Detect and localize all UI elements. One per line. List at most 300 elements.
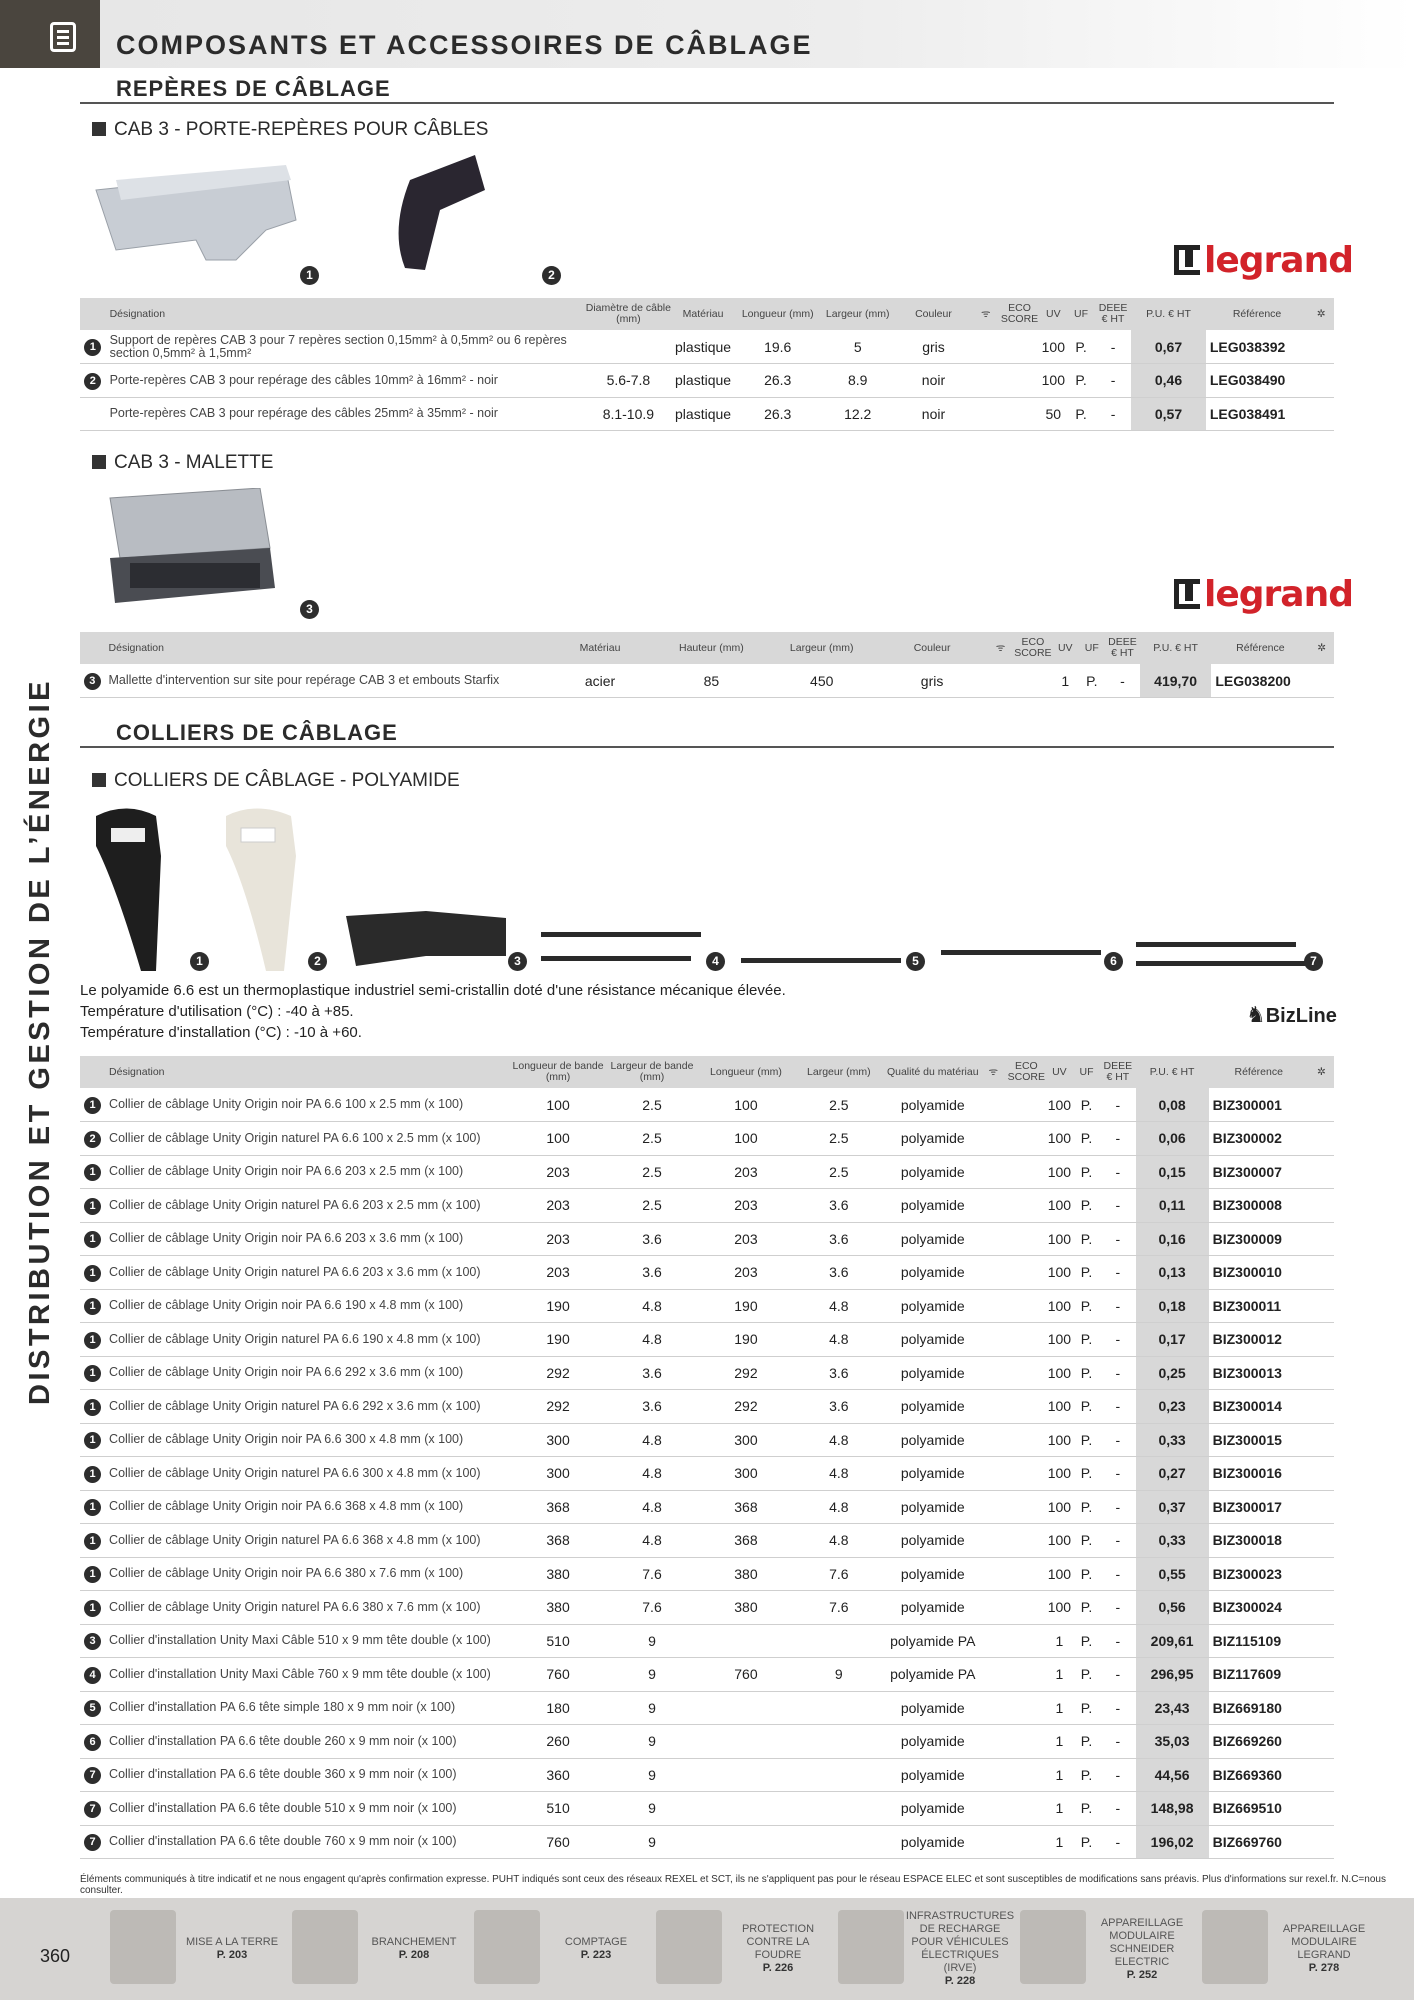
footer-thumbnail — [1020, 1910, 1086, 1984]
callout-7: 7 — [1304, 952, 1323, 971]
material: acier — [544, 664, 656, 698]
table-row — [80, 1289, 1334, 1323]
uf: P. — [1073, 1490, 1100, 1524]
reference: BIZ300002 — [1209, 1122, 1309, 1156]
footer-thumbnail — [110, 1910, 176, 1984]
band-length: 100 — [512, 1122, 604, 1156]
designation: Mallette d'intervention sur site pour repérage CAB 3 et embouts Starfix — [105, 664, 544, 698]
callout-number: 1 — [84, 1298, 101, 1315]
deee: - — [1100, 1122, 1135, 1156]
eco-score — [1007, 1557, 1046, 1591]
callout-cell — [80, 1289, 105, 1323]
color: noir — [895, 364, 972, 398]
length: 203 — [700, 1189, 792, 1223]
section-divider — [80, 746, 1334, 748]
width: 7.6 — [792, 1557, 886, 1591]
footer-thumbnail — [656, 1910, 722, 1984]
table-row — [80, 1792, 1334, 1826]
settings-icon: ✲ — [1309, 632, 1334, 664]
eco-score — [1007, 1155, 1046, 1189]
reference: BIZ300009 — [1209, 1222, 1309, 1256]
callout-cell — [80, 1792, 105, 1826]
designation: Collier de câblage Unity Origin naturel PA 6.6 203 x 2.5 mm (x 100) — [105, 1189, 512, 1223]
deee: - — [1100, 1390, 1135, 1424]
designation: Collier d'installation PA 6.6 tête double 510 x 9 mm noir (x 100) — [105, 1792, 512, 1826]
designation: Collier de câblage Unity Origin noir PA 6.6 100 x 2.5 mm (x 100) — [105, 1088, 512, 1122]
wifi-cell — [980, 1624, 1007, 1658]
settings-cell — [1309, 1691, 1334, 1725]
material-quality: polyamide — [886, 1323, 980, 1357]
band-length: 100 — [512, 1088, 604, 1122]
material-quality: polyamide — [886, 1289, 980, 1323]
unit-price: 0,25 — [1136, 1356, 1209, 1390]
band-width: 9 — [604, 1725, 700, 1759]
table-row — [80, 1155, 1334, 1189]
band-length: 760 — [512, 1658, 604, 1692]
color: gris — [877, 664, 987, 698]
deee: - — [1100, 1356, 1135, 1390]
material-quality: polyamide — [886, 1457, 980, 1491]
settings-cell — [1309, 1758, 1334, 1792]
length: 19.6 — [735, 330, 820, 364]
eco-score — [1007, 1122, 1046, 1156]
colliers-images — [86, 806, 1336, 976]
callout-number: 2 — [84, 373, 101, 390]
unit-price: 0,27 — [1136, 1457, 1209, 1491]
settings-cell — [1308, 330, 1334, 364]
section-title-reperes: REPÈRES DE CÂBLAGE — [116, 76, 391, 101]
footer-thumbnail — [1202, 1910, 1268, 1984]
unit-price: 0,08 — [1136, 1088, 1209, 1122]
width: 3.6 — [792, 1390, 886, 1424]
width: 7.6 — [792, 1591, 886, 1625]
length — [700, 1758, 792, 1792]
material-quality: polyamide — [886, 1691, 980, 1725]
designation: Collier de câblage Unity Origin noir PA 6.6 380 x 7.6 mm (x 100) — [105, 1557, 512, 1591]
uv: 100 — [1046, 1323, 1073, 1357]
cable-diameter — [586, 330, 671, 364]
callout-cell — [80, 1524, 105, 1558]
callout-number: 7 — [84, 1834, 101, 1851]
footer-thumbnail — [838, 1910, 904, 1984]
length: 100 — [700, 1122, 792, 1156]
material-quality: polyamide — [886, 1189, 980, 1223]
wifi-cell — [980, 1591, 1007, 1625]
callout-number: 1 — [84, 1231, 101, 1248]
callout-number: 3 — [84, 1633, 101, 1650]
band-length: 300 — [512, 1423, 604, 1457]
callout-number: 7 — [84, 1767, 101, 1784]
deee: - — [1100, 1289, 1135, 1323]
settings-cell — [1309, 664, 1334, 698]
designation: Porte-repères CAB 3 pour repérage des câbles 25mm² à 35mm² - noir — [106, 397, 586, 431]
band-width: 9 — [604, 1825, 700, 1859]
wifi-cell — [980, 1323, 1007, 1357]
uf: P. — [1073, 1557, 1100, 1591]
table-row — [80, 1691, 1334, 1725]
section-divider — [80, 102, 1334, 104]
band-length: 368 — [512, 1524, 604, 1558]
deee: - — [1105, 664, 1140, 698]
uf: P. — [1073, 1323, 1100, 1357]
eco-score — [1014, 664, 1052, 698]
footer-link[interactable] — [292, 1902, 468, 1996]
footer-link-page: P. 278 — [1308, 1962, 1340, 1974]
material-quality: polyamide — [886, 1524, 980, 1558]
band-length: 510 — [512, 1792, 604, 1826]
footnote: Éléments communiqués à titre indicatif et ne nous engagent qu'après confirmation expresse. PUHT indiqués sont ceux des réseaux REXEL et SCT, ils ne s'appliquent pas pour le réseau ESPACE ELEC et sont susceptibles de modifications sans préavis. Plus d'informations sur rexel.fr. N.C=nous consulter. — [80, 1874, 1386, 1896]
settings-icon: ✲ — [1309, 1056, 1334, 1088]
deee: - — [1100, 1524, 1135, 1558]
unit-price: 35,03 — [1136, 1725, 1209, 1759]
designation: Collier d'installation PA 6.6 tête double 260 x 9 mm noir (x 100) — [105, 1725, 512, 1759]
callout-number: 1 — [84, 1198, 101, 1215]
width: 5 — [820, 330, 895, 364]
cable-diameter: 8.1-10.9 — [586, 397, 671, 431]
eco-score — [1007, 1457, 1046, 1491]
unit-price: 0,67 — [1131, 330, 1206, 364]
callout-number: 7 — [84, 1801, 101, 1818]
callout-cell — [80, 1691, 105, 1725]
callout-number: 1 — [84, 339, 101, 356]
material-quality: polyamide — [886, 1222, 980, 1256]
callout-number: 1 — [84, 1365, 101, 1382]
width — [792, 1758, 886, 1792]
length: 300 — [700, 1423, 792, 1457]
uf: P. — [1073, 1222, 1100, 1256]
material-quality: polyamide — [886, 1390, 980, 1424]
settings-cell — [1309, 1825, 1334, 1859]
deee: - — [1100, 1758, 1135, 1792]
uf: P. — [1073, 1189, 1100, 1223]
callout-cell — [80, 1457, 105, 1491]
uf: P. — [1067, 330, 1095, 364]
deee: - — [1100, 1691, 1135, 1725]
width: 2.5 — [792, 1088, 886, 1122]
callout-number: 1 — [84, 1097, 101, 1114]
deee: - — [1095, 364, 1131, 398]
footer-thumbnail — [474, 1910, 540, 1984]
reference: BIZ300001 — [1209, 1088, 1309, 1122]
table-row — [80, 1222, 1334, 1256]
eco-score — [1007, 1691, 1046, 1725]
length: 190 — [700, 1289, 792, 1323]
material-quality: polyamide — [886, 1591, 980, 1625]
footer-link[interactable] — [656, 1902, 832, 1996]
length: 368 — [700, 1490, 792, 1524]
deee: - — [1100, 1792, 1135, 1826]
uv: 100 — [1046, 1390, 1073, 1424]
callout-cell — [80, 1390, 105, 1424]
subsection-title-malette: CAB 3 - MALETTE — [92, 452, 273, 474]
table-row — [80, 1758, 1334, 1792]
band-length: 260 — [512, 1725, 604, 1759]
reference: BIZ300007 — [1209, 1155, 1309, 1189]
footer-link[interactable] — [1202, 1902, 1378, 1996]
page-number: 360 — [40, 1946, 71, 1966]
deee: - — [1100, 1725, 1135, 1759]
callout-cell — [80, 1658, 105, 1692]
uf: P. — [1067, 397, 1095, 431]
uv: 1 — [1046, 1758, 1073, 1792]
band-width: 9 — [604, 1691, 700, 1725]
length: 203 — [700, 1155, 792, 1189]
designation: Collier de câblage Unity Origin naturel PA 6.6 190 x 4.8 mm (x 100) — [105, 1323, 512, 1357]
width: 4.8 — [792, 1490, 886, 1524]
settings-cell — [1309, 1792, 1334, 1826]
uf: P. — [1073, 1825, 1100, 1859]
eco-score — [1007, 1222, 1046, 1256]
band-width: 7.6 — [604, 1557, 700, 1591]
uv: 100 — [1046, 1591, 1073, 1625]
callout-3: 3 — [300, 600, 319, 619]
wifi-cell — [980, 1356, 1007, 1390]
wifi-cell — [980, 1390, 1007, 1424]
eco-score — [1007, 1758, 1046, 1792]
unit-price: 209,61 — [1136, 1624, 1209, 1658]
deee: - — [1100, 1658, 1135, 1692]
unit-price: 0,13 — [1136, 1256, 1209, 1290]
footer-link-label — [1090, 1902, 1194, 1996]
uv: 100 — [1039, 364, 1067, 398]
callout-6: 6 — [1104, 952, 1123, 971]
settings-cell — [1309, 1490, 1334, 1524]
designation: Collier de câblage Unity Origin naturel PA 6.6 300 x 4.8 mm (x 100) — [105, 1457, 512, 1491]
cable-diameter: 5.6-7.8 — [586, 364, 671, 398]
length — [700, 1792, 792, 1826]
reference: BIZ300012 — [1209, 1323, 1309, 1357]
band-length: 368 — [512, 1490, 604, 1524]
length: 760 — [700, 1658, 792, 1692]
legrand-logo-2: legrand — [1174, 574, 1353, 615]
uf: P. — [1073, 1691, 1100, 1725]
material-quality: polyamide — [886, 1557, 980, 1591]
band-length: 380 — [512, 1557, 604, 1591]
settings-cell — [1309, 1725, 1334, 1759]
designation: Collier d'installation Unity Maxi Câble 510 x 9 mm tête double (x 100) — [105, 1624, 512, 1658]
settings-icon: ✲ — [1308, 298, 1334, 330]
callout-cell — [80, 1423, 105, 1457]
band-length: 190 — [512, 1289, 604, 1323]
reference: BIZ300011 — [1209, 1289, 1309, 1323]
band-length: 292 — [512, 1356, 604, 1390]
table-row — [80, 1624, 1334, 1658]
width: 2.5 — [792, 1122, 886, 1156]
length — [700, 1691, 792, 1725]
callout-number: 6 — [84, 1734, 101, 1751]
band-width: 7.6 — [604, 1591, 700, 1625]
band-width: 3.6 — [604, 1356, 700, 1390]
designation: Collier de câblage Unity Origin naturel PA 6.6 368 x 4.8 mm (x 100) — [105, 1524, 512, 1558]
subsection-title-cab3: CAB 3 - PORTE-REPÈRES POUR CÂBLES — [92, 119, 488, 141]
eco-score — [1000, 397, 1040, 431]
uf: P. — [1073, 1524, 1100, 1558]
reference: LEG038392 — [1206, 330, 1308, 364]
unit-price: 196,02 — [1136, 1825, 1209, 1859]
reference: LEG038490 — [1206, 364, 1308, 398]
uv: 100 — [1046, 1155, 1073, 1189]
footer-link-label — [726, 1902, 830, 1996]
designation: Collier d'installation PA 6.6 tête simple 180 x 9 mm noir (x 100) — [105, 1691, 512, 1725]
settings-cell — [1309, 1423, 1334, 1457]
settings-cell — [1309, 1289, 1334, 1323]
footer-link[interactable] — [474, 1902, 650, 1996]
deee: - — [1100, 1423, 1135, 1457]
eco-score — [1007, 1591, 1046, 1625]
material-quality: polyamide — [886, 1088, 980, 1122]
footer-thumbnail — [292, 1910, 358, 1984]
band-width: 2.5 — [604, 1122, 700, 1156]
vertical-section-label: DISTRIBUTION ET GESTION DE L’ÉNERGIE — [24, 678, 56, 1405]
footer-link-page: P. 208 — [398, 1949, 430, 1961]
deee: - — [1100, 1088, 1135, 1122]
uv: 100 — [1046, 1122, 1073, 1156]
settings-cell — [1309, 1557, 1334, 1591]
width: 3.6 — [792, 1256, 886, 1290]
reference: BIZ117609 — [1209, 1658, 1309, 1692]
band-width: 3.6 — [604, 1222, 700, 1256]
table-row — [80, 1658, 1334, 1692]
callout-3: 3 — [508, 952, 527, 971]
width: 3.6 — [792, 1356, 886, 1390]
width: 12.2 — [820, 397, 895, 431]
deee: - — [1095, 397, 1131, 431]
subsection-title-polyamide: COLLIERS DE CÂBLAGE - POLYAMIDE — [92, 770, 460, 792]
band-length: 360 — [512, 1758, 604, 1792]
length: 190 — [700, 1323, 792, 1357]
callout-number: 1 — [84, 1600, 101, 1617]
reference: BIZ300013 — [1209, 1356, 1309, 1390]
band-length: 180 — [512, 1691, 604, 1725]
footer-link-label — [180, 1902, 284, 1996]
deee: - — [1100, 1457, 1135, 1491]
eco-score — [1000, 364, 1040, 398]
reference: BIZ300016 — [1209, 1457, 1309, 1491]
callout-number: 2 — [84, 1131, 101, 1148]
callout-number: 4 — [84, 1667, 101, 1684]
callout-cell — [80, 1155, 105, 1189]
callout-number: 1 — [84, 1399, 101, 1416]
unit-price: 0,57 — [1131, 397, 1206, 431]
length: 203 — [700, 1256, 792, 1290]
reference: BIZ300018 — [1209, 1524, 1309, 1558]
designation: Collier de câblage Unity Origin naturel PA 6.6 292 x 3.6 mm (x 100) — [105, 1390, 512, 1424]
table-cab3: Désignation Diamètre de câble (mm) Matériau Longueur (mm) Largeur (mm) Couleur ᯤ ECO SCORE UV UF DEEE € HT P.U. € HT Référence ✲ 1 Support de repères CAB 3 pour 7 repères section 0,15mm² à 0,5mm² ou 6 repères section 0,5mm² à 1,5mm² plastique 19.6 5 gris 100 P. - 0,67 LEG038392 2 Porte-repères CAB 3 pour repérage des câbles 10mm² à 16mm² - noir 5.6-7.8 plastique 26.3 8.9 noir 100 P. - 0,46 LEG038490 Porte-repères CAB 3 pour repérage des câbles 25mm² à 35mm² - noir 8.1-10.9 plastique 26.3 12.2 noir 50 P. - 0,57 LEG038491 — [80, 298, 1334, 431]
uv: 1 — [1046, 1792, 1073, 1826]
length — [700, 1624, 792, 1658]
section-title-colliers: COLLIERS DE CÂBLAGE — [116, 720, 398, 745]
settings-cell — [1309, 1323, 1334, 1357]
footer-link-page: P. 252 — [1126, 1968, 1158, 1981]
unit-price: 148,98 — [1136, 1792, 1209, 1826]
eco-score — [1007, 1490, 1046, 1524]
callout-cell — [80, 664, 105, 698]
settings-cell — [1309, 1356, 1334, 1390]
callout-cell — [80, 1356, 105, 1390]
designation: Collier d'installation Unity Maxi Câble 760 x 9 mm tête double (x 100) — [105, 1658, 512, 1692]
settings-cell — [1309, 1256, 1334, 1290]
length: 292 — [700, 1390, 792, 1424]
callout-cell — [80, 1591, 105, 1625]
band-width: 4.8 — [604, 1423, 700, 1457]
callout-cell — [80, 1490, 105, 1524]
callout-number: 1 — [84, 1432, 101, 1449]
callout-4: 4 — [706, 952, 725, 971]
uf: P. — [1073, 1356, 1100, 1390]
material-quality: polyamide — [886, 1356, 980, 1390]
unit-price: 419,70 — [1140, 664, 1212, 698]
material-quality: polyamide — [886, 1256, 980, 1290]
footer-link-text: COMPTAGE — [564, 1936, 628, 1948]
reference: BIZ300010 — [1209, 1256, 1309, 1290]
settings-cell — [1308, 397, 1334, 431]
callout-5: 5 — [906, 952, 925, 971]
settings-cell — [1309, 1122, 1334, 1156]
reference: LEG038200 — [1211, 664, 1309, 698]
unit-price: 0,33 — [1136, 1524, 1209, 1558]
uv: 100 — [1046, 1524, 1073, 1558]
table-row — [80, 1122, 1334, 1156]
reference: BIZ300014 — [1209, 1390, 1309, 1424]
callout-number: 1 — [84, 1332, 101, 1349]
deee: - — [1100, 1256, 1135, 1290]
unit-price: 0,55 — [1136, 1557, 1209, 1591]
wifi-cell — [980, 1423, 1007, 1457]
length: 26.3 — [735, 397, 820, 431]
bizline-mark-icon: ♞ — [1246, 1002, 1266, 1027]
designation: Collier de câblage Unity Origin naturel PA 6.6 100 x 2.5 mm (x 100) — [105, 1122, 512, 1156]
callout-cell — [80, 397, 106, 431]
wifi-cell — [980, 1289, 1007, 1323]
callout-cell — [80, 1222, 105, 1256]
uf: P. — [1073, 1658, 1100, 1692]
width: 3.6 — [792, 1189, 886, 1223]
settings-cell — [1309, 1390, 1334, 1424]
wifi-icon: ᯤ — [980, 1056, 1007, 1088]
settings-cell — [1309, 1088, 1334, 1122]
callout-cell — [80, 1122, 105, 1156]
deee: - — [1100, 1189, 1135, 1223]
table-row — [80, 1189, 1334, 1223]
callout-cell — [80, 1725, 105, 1759]
footer-link[interactable] — [110, 1902, 286, 1996]
uv: 1 — [1052, 664, 1079, 698]
table-row — [80, 1825, 1334, 1859]
settings-cell — [1309, 1189, 1334, 1223]
width — [792, 1792, 886, 1826]
footer-link-text: APPAREILLAGE MODULAIRE LEGRAND — [1282, 1923, 1366, 1961]
color: noir — [895, 397, 972, 431]
uv: 100 — [1046, 1088, 1073, 1122]
footer-link[interactable] — [1020, 1902, 1196, 1996]
deee: - — [1100, 1155, 1135, 1189]
designation: Support de repères CAB 3 pour 7 repères section 0,15mm² à 0,5mm² ou 6 repères section 0,5mm² à 1,5mm² — [106, 330, 586, 364]
table-row — [80, 1356, 1334, 1390]
uf: P. — [1067, 364, 1095, 398]
footer-link-text: INFRASTRUCTURES DE RECHARGE POUR VÉHICULES ÉLECTRIQUES (IRVE) — [905, 1910, 1015, 1974]
uv: 1 — [1046, 1725, 1073, 1759]
band-length: 380 — [512, 1591, 604, 1625]
unit-price: 0,56 — [1136, 1591, 1209, 1625]
wifi-cell — [980, 1490, 1007, 1524]
reference: BIZ115109 — [1209, 1624, 1309, 1658]
length: 380 — [700, 1557, 792, 1591]
table-row — [80, 1256, 1334, 1290]
band-width: 9 — [604, 1792, 700, 1826]
uv: 1 — [1046, 1825, 1073, 1859]
footer-link[interactable] — [838, 1902, 1014, 1996]
table-malette: Désignation Matériau Hauteur (mm) Largeur (mm) Couleur ᯤ ECO SCORE UV UF DEEE € HT P.U. € HT Référence ✲ 3 Mallette d'intervention sur site pour repérage CAB 3 et embouts Starfix acier 85 450 gris 1 P. - 419,70 LEG038200 — [80, 632, 1334, 698]
